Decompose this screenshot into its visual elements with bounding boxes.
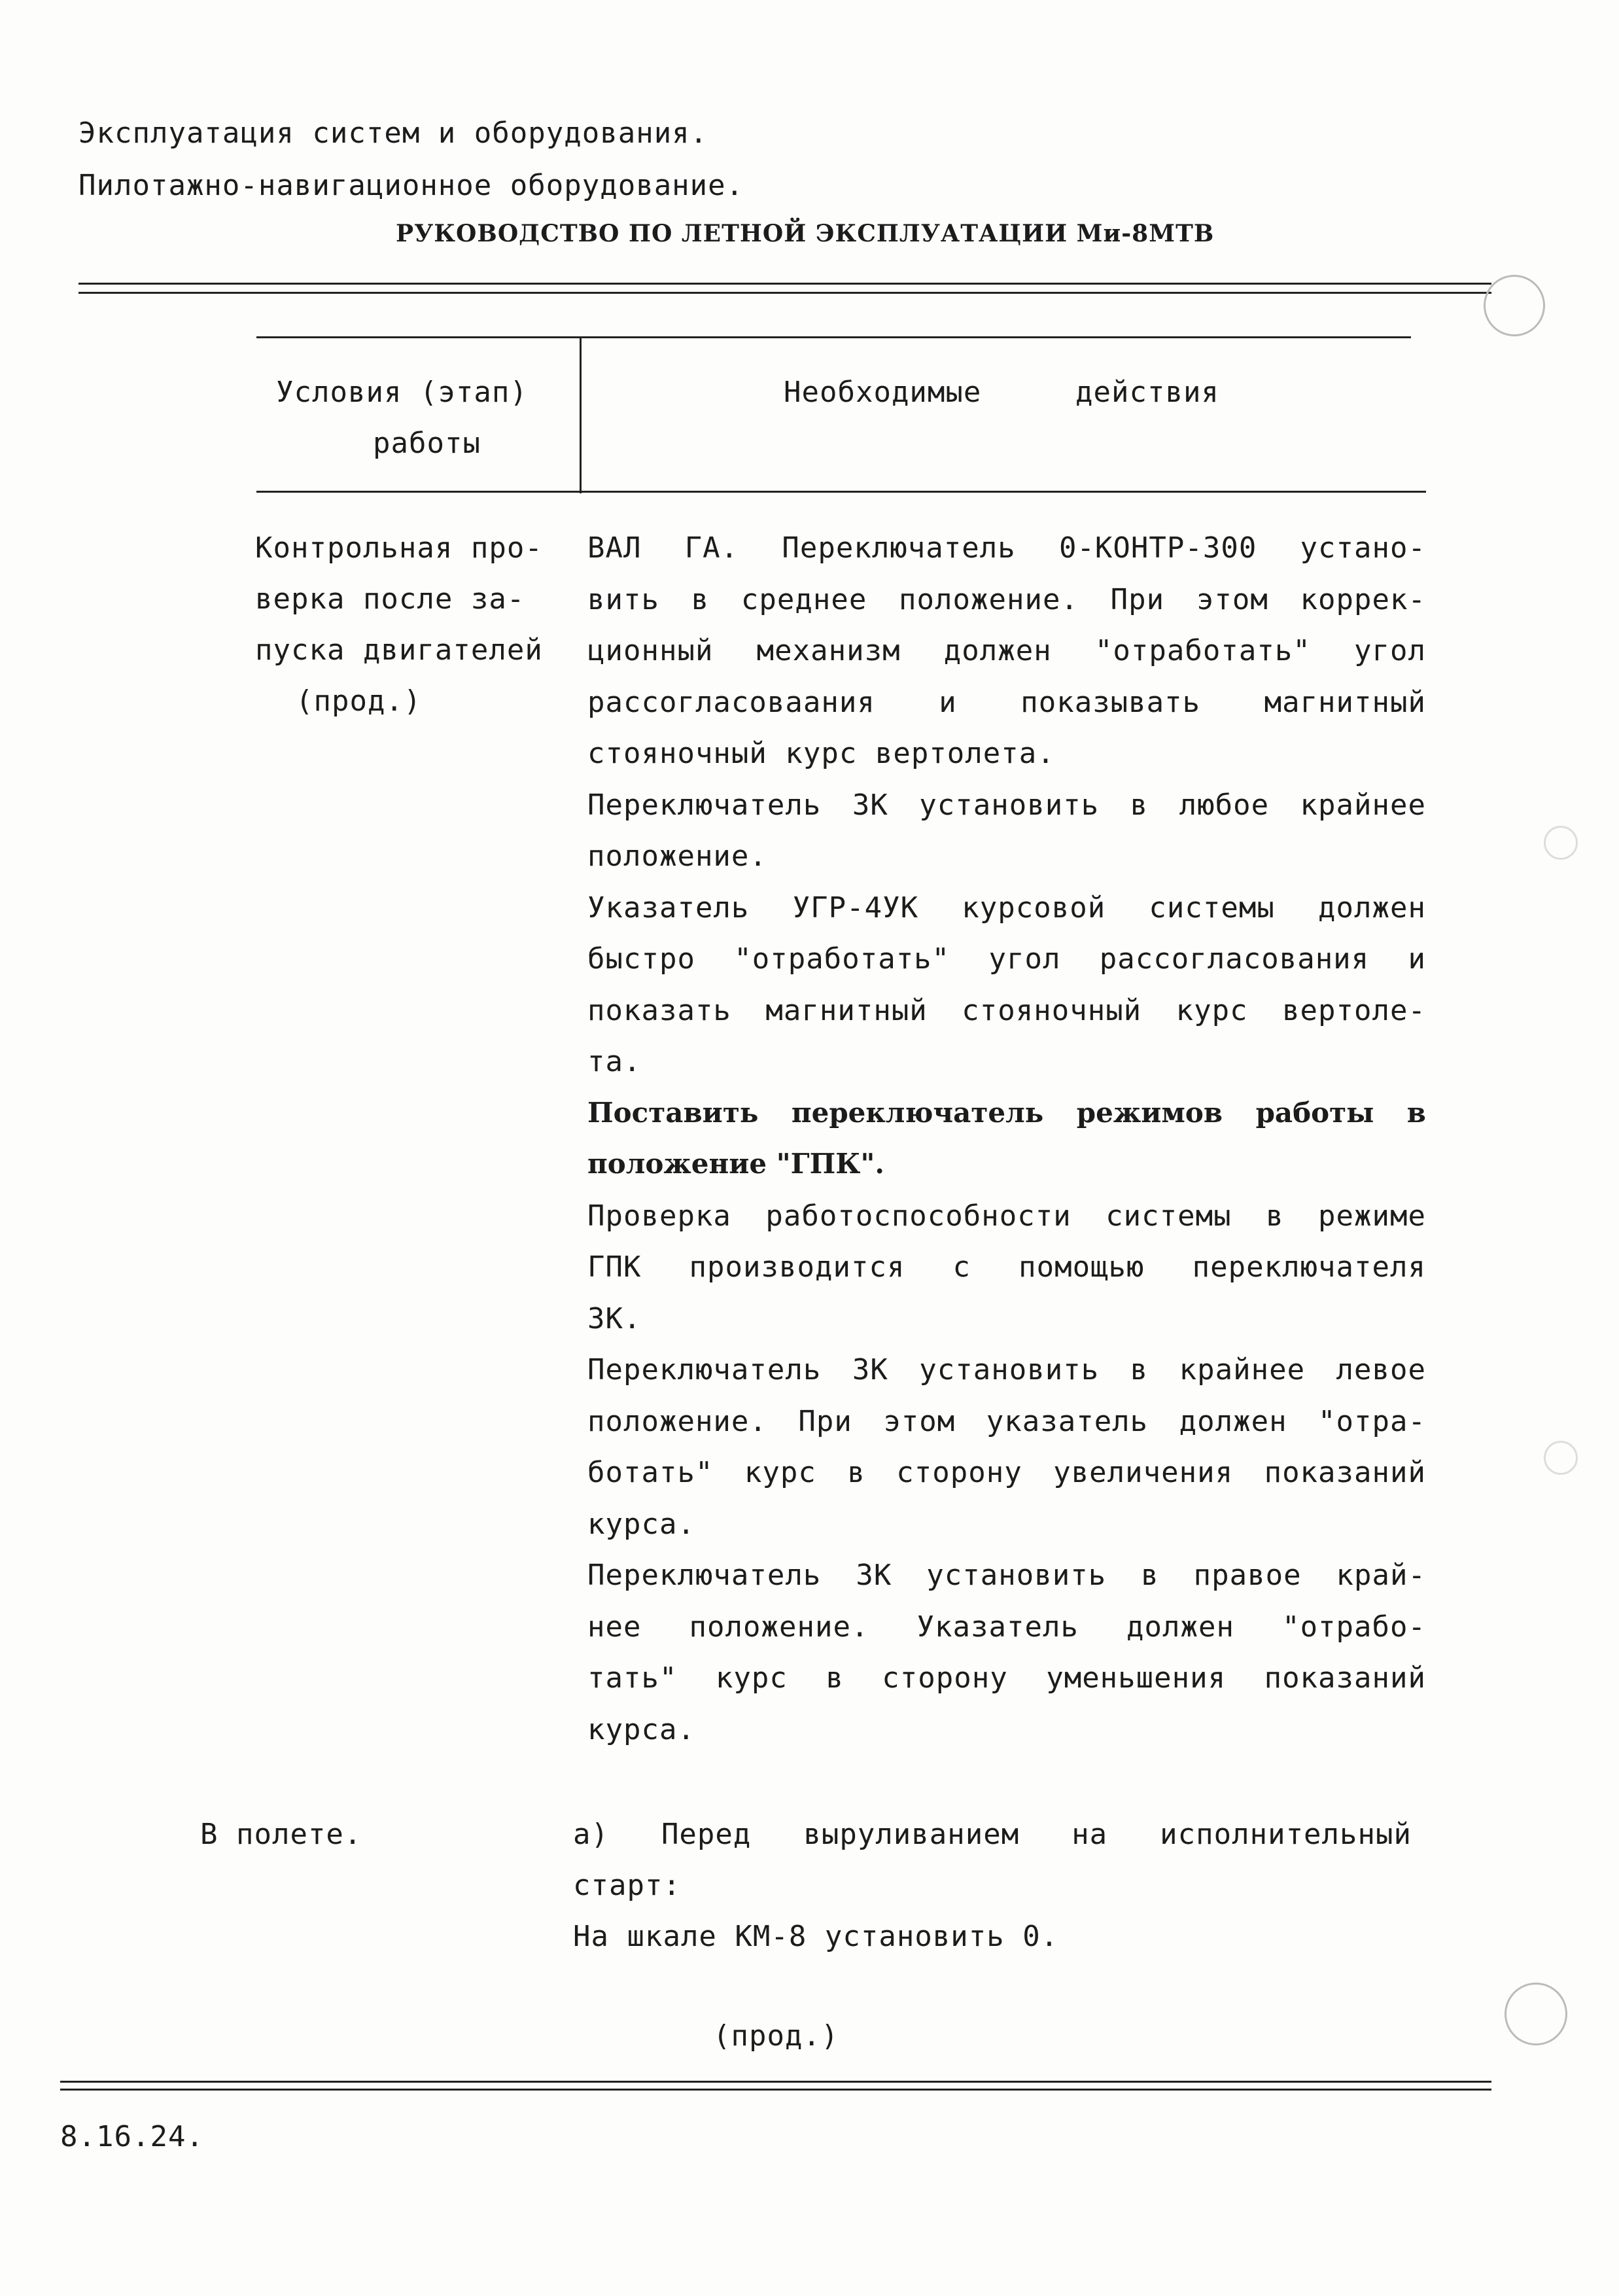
action-line: Поставить переключатель режимов работы в [587, 1096, 1426, 1129]
action-line: тать" курс в сторону уменьшения показаний [587, 1661, 1426, 1695]
manual-title: РУКОВОДСТВО ПО ЛЕТНОЙ ЭКСПЛУАТАЦИИ Ми-8МТВ [396, 220, 1215, 247]
action-line: ботать" курс в сторону увеличения показаний [587, 1456, 1426, 1489]
action-line: та. [587, 1045, 642, 1078]
action-line: нее положение. Указатель должен "отрабо- [587, 1610, 1426, 1644]
table-column-divider [580, 336, 582, 493]
action-line: Переключатель ЗК установить в крайнее левое [587, 1353, 1426, 1386]
table-header-bottom-rule [256, 491, 1426, 493]
bottom-rule-2 [60, 2089, 1491, 2091]
action-line: положение. При этом указатель должен "отра- [587, 1404, 1426, 1438]
action-line: старт: [573, 1869, 681, 1902]
table-header-top-rule [256, 336, 1411, 338]
column-header-conditions: Условия (этап) [276, 376, 528, 409]
action-line: быстро "отработать" угол рассогласования и [587, 942, 1426, 976]
top-rule-2 [78, 292, 1491, 294]
header-line-2: Пилотажно-навигационное оборудование. [78, 169, 744, 202]
action-line: ГПК производится с помощью переключателя [587, 1250, 1426, 1284]
action-line: Переключатель ЗК установить в правое край- [587, 1559, 1426, 1592]
binder-hole [1484, 275, 1545, 336]
action-line: положение. [587, 839, 767, 873]
condition-line: Контрольная про- [255, 531, 543, 565]
binder-hole [1505, 1983, 1567, 2045]
continued-mark: (прод.) [713, 2019, 839, 2053]
condition-line: верка после за- [255, 582, 525, 616]
top-rule-1 [78, 283, 1491, 285]
action-line: показать магнитный стояночный курс вертоле- [587, 993, 1426, 1027]
action-line: вить в среднее положение. При этом коррек- [587, 582, 1426, 616]
binder-hole [1544, 826, 1578, 860]
action-line: стояночный курс вертолета. [587, 737, 1055, 770]
condition-line: пуска двигателей [255, 633, 543, 667]
condition-line: (прод.) [296, 684, 422, 718]
bottom-rule-1 [60, 2081, 1491, 2083]
action-line: курса. [587, 1712, 695, 1746]
column-header-actions-2: действия [1075, 376, 1219, 409]
header-line-1: Эксплуатация систем и оборудования. [78, 116, 708, 150]
action-line: Переключатель ЗК установить в любое крайнее [587, 788, 1426, 822]
action-line: Указатель УГР-4УК курсовой системы должен [587, 891, 1426, 925]
action-line: рассогласоваания и показывать магнитный [587, 685, 1426, 719]
action-line: положение "ГПК". [587, 1148, 885, 1180]
action-line: Проверка работоспособности системы в режиме [587, 1199, 1426, 1233]
page-number: 8.16.24. [60, 2120, 204, 2153]
action-line: На шкале КМ-8 установить 0. [573, 1920, 1059, 1953]
action-line: курса. [587, 1507, 695, 1541]
column-header-conditions-2: работы [373, 427, 481, 460]
action-line: а) Перед выруливанием на исполнительный [573, 1818, 1412, 1851]
action-line: ционный механизм должен "отработать" угол [587, 634, 1426, 667]
column-header-actions-1: Необходимые [784, 376, 982, 409]
condition-in-flight: В полете. [200, 1818, 362, 1851]
action-line: ВАЛ ГА. Переключатель 0-КОНТР-300 устано- [587, 531, 1426, 565]
binder-hole [1544, 1441, 1578, 1475]
action-line: ЗК. [587, 1301, 642, 1335]
